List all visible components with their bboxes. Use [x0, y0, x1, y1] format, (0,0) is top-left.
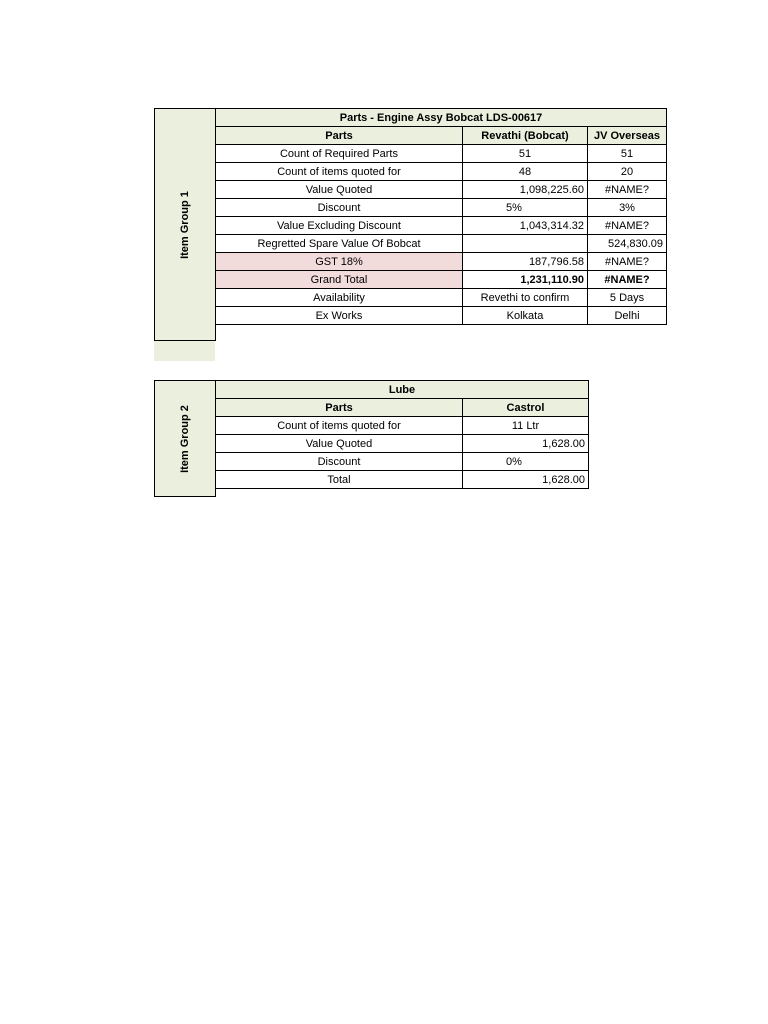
- cell-value: 3%: [588, 199, 667, 217]
- row-label: Ex Works: [216, 307, 463, 325]
- table-row: [216, 181, 667, 199]
- cell-value: 1,098,225.60: [463, 181, 588, 199]
- row-label: Discount: [216, 199, 463, 217]
- row-label: Count of items quoted for: [216, 417, 463, 435]
- row-label: Count of items quoted for: [216, 163, 463, 181]
- row-label: Regretted Spare Value Of Bobcat: [216, 235, 463, 253]
- cell-value: [463, 235, 588, 253]
- cell-value: 51: [463, 145, 588, 163]
- cell-value: 1,628.00: [463, 471, 589, 489]
- cell-value: 1,231,110.90: [463, 271, 588, 289]
- row-label: Total: [216, 471, 463, 489]
- table-row: [216, 163, 667, 181]
- table-row: [216, 435, 589, 453]
- row-label: Value Quoted: [216, 435, 463, 453]
- item-group-2-side: [154, 380, 216, 497]
- cell-value: Delhi: [588, 307, 667, 325]
- table-header-row: [216, 399, 589, 417]
- item-group-2-label: Item Group 2: [179, 404, 191, 473]
- column-header: Parts: [216, 127, 463, 145]
- row-label: Discount: [216, 453, 463, 471]
- cell-value: 20: [588, 163, 667, 181]
- cell-value: 524,830.09: [588, 235, 667, 253]
- cell-value: #NAME?: [588, 271, 667, 289]
- table-title: Lube: [216, 381, 589, 399]
- item-group-1-shaded-cell: [154, 341, 215, 361]
- row-label: Value Excluding Discount: [216, 217, 463, 235]
- table-row: [216, 417, 589, 435]
- table-row: [216, 289, 667, 307]
- table-row: [216, 235, 667, 253]
- item-group-1-side: [154, 108, 216, 341]
- cell-value: 5 Days: [588, 289, 667, 307]
- column-header: Revathi (Bobcat): [463, 127, 588, 145]
- column-header: Castrol: [463, 399, 589, 417]
- table-title: Parts - Engine Assy Bobcat LDS-00617: [216, 109, 667, 127]
- table-title-row: [216, 109, 667, 127]
- cell-value: 11 Ltr: [463, 417, 589, 435]
- cell-value: 0%: [463, 453, 589, 471]
- table-header-row: [216, 127, 667, 145]
- cell-value: 1,628.00: [463, 435, 589, 453]
- table-row: [216, 253, 667, 271]
- cell-value: #NAME?: [588, 181, 667, 199]
- table-row: [216, 471, 589, 489]
- row-label: GST 18%: [216, 253, 463, 271]
- row-label: Grand Total: [216, 271, 463, 289]
- table-row: [216, 217, 667, 235]
- cell-value: 48: [463, 163, 588, 181]
- item-group-1-label: Item Group 1: [179, 190, 191, 259]
- table-row: [216, 453, 589, 471]
- table-row: [216, 145, 667, 163]
- cell-value: #NAME?: [588, 217, 667, 235]
- table-row: [216, 307, 667, 325]
- cell-value: 51: [588, 145, 667, 163]
- table-title-row: [216, 381, 589, 399]
- table-row: [216, 199, 667, 217]
- cell-value: 5%: [463, 199, 588, 217]
- table-row: [216, 271, 667, 289]
- row-label: Count of Required Parts: [216, 145, 463, 163]
- parts-engine-table: [215, 108, 667, 325]
- cell-value: Revethi to confirm: [463, 289, 588, 307]
- cell-value: 1,043,314.32: [463, 217, 588, 235]
- lube-table: [215, 380, 589, 489]
- column-header: JV Overseas: [588, 127, 667, 145]
- column-header: Parts: [216, 399, 463, 417]
- cell-value: Kolkata: [463, 307, 588, 325]
- cell-value: 187,796.58: [463, 253, 588, 271]
- cell-value: #NAME?: [588, 253, 667, 271]
- row-label: Value Quoted: [216, 181, 463, 199]
- row-label: Availability: [216, 289, 463, 307]
